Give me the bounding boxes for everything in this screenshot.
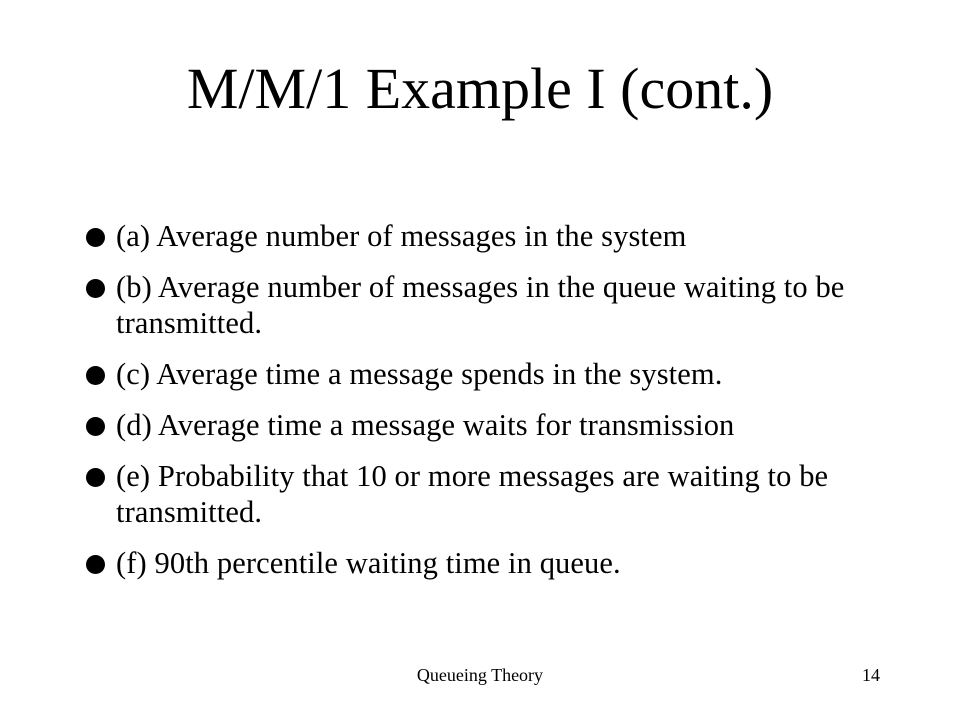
bullet-item-a	[86, 218, 906, 254]
bullet-dot-icon	[86, 555, 105, 574]
bullet-dot-icon	[86, 366, 105, 385]
slide-footer: Queueing Theory	[416, 665, 544, 685]
bullet-list	[86, 218, 906, 596]
bullet-dot-icon	[86, 228, 105, 247]
bullet-item-b	[86, 269, 906, 341]
bullet-text: (f) 90th percentile waiting time in queue.	[116, 546, 621, 580]
slide-title: M/M/1 Example I (cont.)	[186, 56, 774, 121]
bullet-text: (b) Average number of messages in the queue waiting to be transmitted.	[116, 270, 845, 340]
bullet-text: (c) Average time a message spends in the system.	[116, 357, 723, 391]
bullet-text: (d) Average time a message waits for transmission	[116, 408, 735, 442]
bullet-item-e	[86, 458, 906, 530]
bullet-item-f	[86, 545, 906, 581]
bullet-dot-icon	[86, 417, 105, 436]
bullet-dot-icon	[86, 279, 105, 298]
page-number: 14	[862, 665, 880, 685]
bullet-item-d	[86, 407, 906, 443]
bullet-dot-icon	[86, 468, 105, 487]
bullet-item-c	[86, 356, 906, 392]
bullet-text: (a) Average number of messages in the system	[116, 219, 687, 253]
bullet-text: (e) Probability that 10 or more messages are waiting to be transmitted.	[116, 459, 829, 529]
